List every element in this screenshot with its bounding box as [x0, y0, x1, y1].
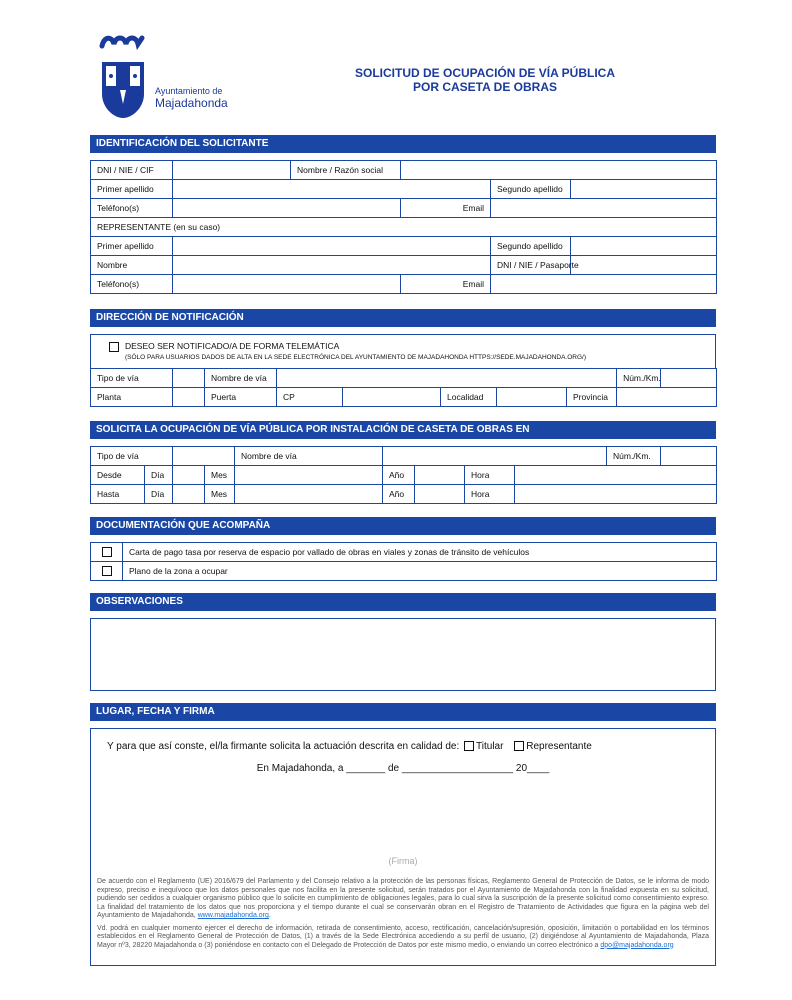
section-header-notificacion: DIRECCIÓN DE NOTIFICACIÓN	[90, 309, 716, 327]
notification-address-table	[90, 368, 717, 407]
telematic-note: (SÓLO PARA USUARIOS DADOS DE ALTA EN LA SEDE ELECTRÓNICA DEL AYUNTAMIENTO DE MAJADAHONDA HTTPS://SEDE.MAJADAHONDA.ORG/)	[125, 354, 586, 361]
section-header-observaciones: OBSERVACIONES	[90, 593, 716, 611]
rep-nombre-label: Nombre	[91, 256, 173, 275]
section-header-firma: LUGAR, FECHA Y FIRMA	[90, 703, 716, 721]
localidad-field[interactable]	[497, 388, 567, 407]
title-line1: SOLICITUD DE OCUPACIÓN DE VÍA PÚBLICA	[354, 66, 615, 80]
coat-of-arms-icon	[98, 32, 148, 120]
occ-nombre-via-label: Nombre de vía	[235, 447, 383, 466]
planta-label: Planta	[91, 388, 173, 407]
telematic-option	[90, 334, 716, 368]
title-line2: POR CASETA DE OBRAS	[412, 80, 557, 94]
hasta-dia-field[interactable]	[173, 485, 205, 504]
occ-tipo-via-field[interactable]	[173, 447, 235, 466]
hasta-dia-label: Día	[145, 485, 173, 504]
telefono-label: Teléfono(s)	[91, 199, 173, 218]
dni-label: DNI / NIE / CIF	[91, 161, 173, 180]
doc2-check-cell	[91, 562, 123, 581]
applicant-table	[90, 160, 717, 294]
tipo-via-label: Tipo de vía	[91, 369, 173, 388]
section-header-identificacion: IDENTIFICACIÓN DEL SOLICITANTE	[90, 135, 716, 153]
desde-hora-label: Hora	[465, 466, 515, 485]
rep-dni-label: DNI / NIE / Pasaporte	[491, 256, 571, 275]
hasta-label: Hasta	[91, 485, 145, 504]
email-field[interactable]	[491, 199, 717, 218]
doc1-checkbox[interactable]	[102, 547, 112, 557]
cp-label: CP	[277, 388, 343, 407]
hasta-hora-label: Hora	[465, 485, 515, 504]
nombre-via-field[interactable]	[277, 369, 617, 388]
legal-paragraph-1: De acuerdo con el Reglamento (UE) 2016/679 del Parlamento y del Consejo relativo a la protección de las personas físicas, Reglamento General de Protección de Datos, se le informa de modo expreso, preciso e inequívoco que los datos personales que nos facilita en la presente solicitud, serán tratados por el Ayuntamiento de Majadahonda con la finalidad expuesta en su solicitud, pudiendo ser cedidos a cualquier organismo público que lo solicite en cumplimiento de obligaciones legales, para lo cual sirva la suscripción de la presente solicitud como consentimiento expreso. La finalidad del tratamiento de los datos que nos proporciona y el tiempo durante el cual se conservarán obran en el Registro de Tratamiento de Actividades que figura en la página web del Ayuntamiento de Majadahonda, www.majadahonda.org.	[97, 878, 709, 919]
occupation-table	[90, 446, 717, 504]
rep-primer-apellido-label: Primer apellido	[91, 237, 173, 256]
desde-mes-label: Mes	[205, 466, 235, 485]
doc1-label: Carta de pago tasa por reserva de espacio por vallado de obras en viales y zonas de tránsito de vehículos	[123, 543, 717, 562]
rep-primer-apellido-field[interactable]	[173, 237, 491, 256]
observaciones-textarea[interactable]	[90, 618, 716, 691]
doc2-label: Plano de la zona a ocupar	[123, 562, 717, 581]
num-km-field[interactable]	[661, 369, 717, 388]
desde-mes-field[interactable]	[235, 466, 383, 485]
documents-table	[90, 542, 717, 581]
desde-anio-label: Año	[383, 466, 415, 485]
place-date-line: En Majadahonda, a _______ de ____________________ 20____	[256, 763, 550, 774]
email-label: Email	[401, 199, 491, 218]
rep-segundo-apellido-label: Segundo apellido	[491, 237, 571, 256]
num-km-label: Núm./Km.	[617, 369, 661, 388]
rep-dni-field[interactable]	[571, 256, 717, 275]
logo-city-name: Majadahonda	[155, 96, 228, 110]
hasta-anio-field[interactable]	[415, 485, 465, 504]
representante-heading: REPRESENTANTE (en su caso)	[91, 218, 717, 237]
dni-field[interactable]	[173, 161, 291, 180]
provincia-field[interactable]	[617, 388, 717, 407]
legal-text-1: De acuerdo con el Reglamento (UE) 2016/679 del Parlamento y del Consejo relativo a la protección de las personas físicas, Reglamento General de Protección de Datos, se le informa de modo expreso, preciso e inequívoco que los datos personales que nos facilita en la presente solicitud, serán tratados por el Ayuntamiento de Majadahonda con la finalidad expuesta en su solicitud, pudiendo ser cedidos a cualquier organismo público que lo solicite en cumplimiento de obligaciones legales, para lo cual sirva la suscripción de la presente solicitud como consentimiento expreso. La finalidad del tratamiento de los datos que nos proporciona y el tiempo durante el cual se conservarán obran en el Registro de Tratamiento de Actividades que figura en la página web del Ayuntamiento de Majadahonda,	[97, 878, 709, 919]
segundo-apellido-field[interactable]	[571, 180, 717, 199]
telematic-checkbox[interactable]	[109, 342, 119, 352]
desde-hora-field[interactable]	[515, 466, 717, 485]
desde-anio-field[interactable]	[415, 466, 465, 485]
representante-checkbox[interactable]	[514, 741, 524, 751]
desde-dia-label: Día	[145, 466, 173, 485]
primer-apellido-field[interactable]	[173, 180, 491, 199]
titular-label: Titular	[476, 741, 504, 752]
section-header-documentacion: DOCUMENTACIÓN QUE ACOMPAÑA	[90, 517, 716, 535]
occ-num-km-field[interactable]	[661, 447, 717, 466]
occ-tipo-via-label: Tipo de vía	[91, 447, 173, 466]
telefono-field[interactable]	[173, 199, 401, 218]
legal-text-2: Vd. podrá en cualquier momento ejercer el derecho de información, retirada de consentimiento, acceso, rectificación, cancelación/supresión, oposición, limitación o portabilidad en los términos establecidos en el Reglamento General de Protección de Datos, (1) a través de la Sede Electrónica accediendo a su perfil de usuario, (2) dirigiéndose al Ayuntamiento de Majadahonda, Plaza Mayor nº3, 28220 Majadahonda o (3) poniéndose en contacto con el Delegado de Protección de Datos por este mismo medio, o enviando un correo electrónico a	[97, 924, 709, 949]
rep-email-field[interactable]	[491, 275, 717, 294]
desde-label: Desde	[91, 466, 145, 485]
form-title	[300, 66, 670, 94]
legal-paragraph-2	[91, 925, 715, 951]
nombre-via-label: Nombre de vía	[205, 369, 277, 388]
rep-segundo-apellido-field[interactable]	[571, 237, 717, 256]
doc1-check-cell	[91, 543, 123, 562]
capacity-line	[107, 741, 592, 752]
logo-line1: Ayuntamiento de	[155, 86, 223, 96]
primer-apellido-label: Primer apellido	[91, 180, 173, 199]
rep-nombre-field[interactable]	[173, 256, 491, 275]
puerta-label: Puerta	[205, 388, 277, 407]
section-header-solicita: SOLICITA LA OCUPACIÓN DE VÍA PÚBLICA POR INSTALACIÓN DE CASETA DE OBRAS EN	[90, 421, 716, 439]
hasta-anio-label: Año	[383, 485, 415, 504]
rep-telefono-field[interactable]	[173, 275, 401, 294]
website-link[interactable]: www.majadahonda.org	[197, 912, 269, 919]
logo-text	[155, 85, 228, 109]
legal-notice	[91, 878, 715, 950]
signature-frame	[90, 728, 716, 966]
desde-dia-field[interactable]	[173, 466, 205, 485]
planta-field[interactable]	[173, 388, 205, 407]
occ-nombre-via-field[interactable]	[383, 447, 607, 466]
rep-email-label: Email	[401, 275, 491, 294]
capacity-text: Y para que así conste, el/la firmante solicita la actuación descrita en calidad de:	[107, 741, 460, 752]
nombre-razon-field[interactable]	[401, 161, 717, 180]
localidad-label: Localidad	[441, 388, 497, 407]
signature-placeholder[interactable]: (Firma)	[388, 856, 418, 866]
occ-num-km-label: Núm./Km.	[607, 447, 661, 466]
tipo-via-field[interactable]	[173, 369, 205, 388]
telematic-label: DESEO SER NOTIFICADO/A DE FORMA TELEMÁTICA	[125, 341, 340, 351]
segundo-apellido-label: Segundo apellido	[491, 180, 571, 199]
nombre-razon-label: Nombre / Razón social	[291, 161, 401, 180]
hasta-mes-label: Mes	[205, 485, 235, 504]
doc2-checkbox[interactable]	[102, 566, 112, 576]
cp-field[interactable]	[343, 388, 441, 407]
hasta-mes-field[interactable]	[235, 485, 383, 504]
titular-checkbox[interactable]	[464, 741, 474, 751]
rep-telefono-label: Teléfono(s)	[91, 275, 173, 294]
municipal-logo	[98, 32, 258, 122]
representante-label: Representante	[526, 741, 592, 752]
dpo-email-link[interactable]: dpo@majadahonda.org	[600, 941, 674, 949]
hasta-hora-field[interactable]	[515, 485, 717, 504]
provincia-label: Provincia	[567, 388, 617, 407]
